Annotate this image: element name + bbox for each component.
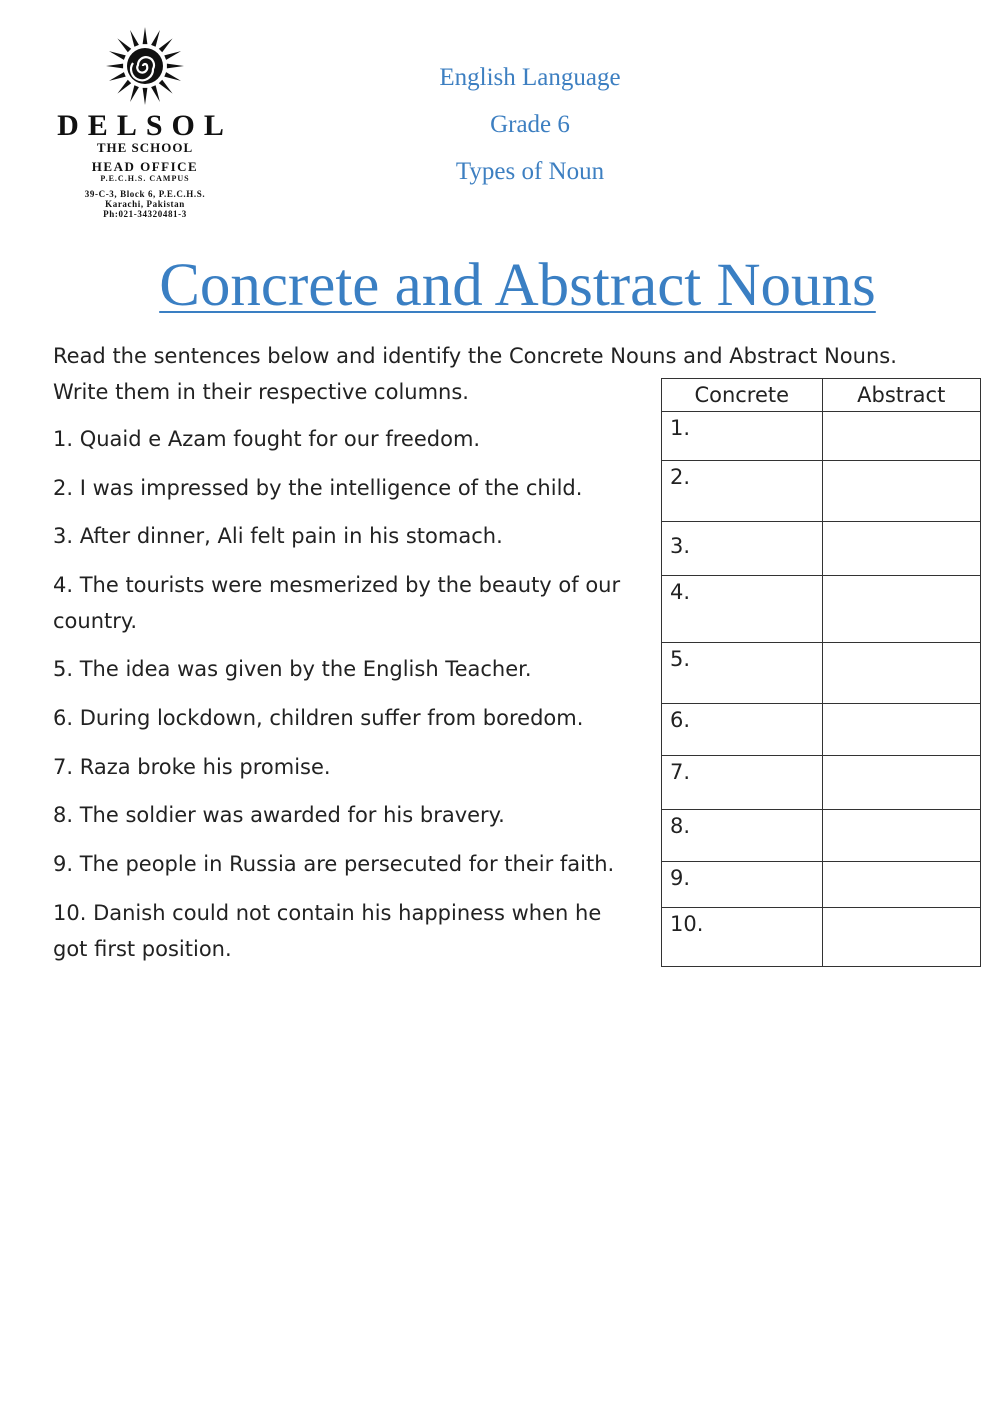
worksheet-header [380,58,680,199]
sentence-item: 6. During lockdown, children suffer from boredom. [53,706,584,730]
logo-line-campus: P.E.C.H.S. CAMPUS [100,174,190,183]
logo-line-address: 39-C-3, Block 6, P.E.C.H.S. [84,189,206,199]
sun-ray [159,38,173,52]
table-row [662,862,981,908]
answer-table [661,378,981,967]
abstract-answer-cell[interactable] [822,522,980,576]
abstract-answer-cell[interactable] [822,704,980,756]
sun-ray [109,72,126,81]
concrete-answer-cell[interactable]: 4. [662,576,823,643]
logo-school-name: DELSOL [57,109,233,142]
sun-ray [151,30,160,47]
abstract-answer-cell[interactable] [822,810,980,862]
sun-ray [130,30,139,47]
page-title-text: Concrete and Abstract Nouns [159,252,876,319]
abstract-answer-cell[interactable] [822,576,980,643]
sentence-item: 4. The tourists were mesmerized by the beauty of our country. [53,573,621,633]
table-row [662,522,981,576]
sentence-item: 2. I was impressed by the intelligence of the child. [53,476,583,500]
logo-line-the-school: THE SCHOOL [96,140,194,155]
sun-ray [106,64,123,69]
concrete-answer-cell[interactable]: 3. [662,522,823,576]
table-row [662,412,981,461]
concrete-answer-cell[interactable]: 1. [662,412,823,461]
table-row [662,810,981,862]
sentence-item: 5. The idea was given by the English Teacher. [53,657,532,681]
sun-ray [164,72,181,81]
sun-ray [109,51,126,60]
page-title [0,250,1000,322]
abstract-answer-cell[interactable] [822,461,980,522]
sentence-item: 8. The soldier was awarded for his bravery. [53,803,505,827]
sun-ray [117,38,131,52]
concrete-answer-cell[interactable]: 2. [662,461,823,522]
subject-label: English Language [439,64,621,91]
sun-ray [117,80,131,94]
table-row [662,756,981,810]
sun-spiral-icon [97,25,193,107]
concrete-answer-cell[interactable]: 10. [662,908,823,967]
sun-ray [167,64,184,69]
answer-table-header-row [662,379,981,412]
school-logo [55,25,235,219]
abstract-answer-cell[interactable] [822,412,980,461]
topic-label: Types of Noun [455,158,605,185]
table-row [662,704,981,756]
abstract-answer-cell[interactable] [822,908,980,967]
sun-ray [143,27,148,44]
sun-ray [159,80,173,94]
sentence-item: 10. Danish could not contain his happiness when he got first position. [53,901,602,961]
sentence-item: 1. Quaid e Azam fought for our freedom. [53,427,481,451]
concrete-column-header: Concrete [662,379,823,412]
abstract-answer-cell[interactable] [822,862,980,908]
sentence-item: 9. The people in Russia are persecuted for their faith. [53,852,615,876]
logo-line-city: Karachi, Pakistan [105,199,185,209]
grade-label: Grade 6 [490,111,570,138]
sun-ray [130,85,139,102]
sun-ray [143,88,148,105]
table-row [662,461,981,522]
table-row [662,576,981,643]
sun-ray [164,51,181,60]
concrete-answer-cell[interactable]: 7. [662,756,823,810]
instructions-line-2: Write them in their respective columns. [53,380,469,404]
logo-line-head-office: HEAD OFFICE [91,159,199,174]
concrete-answer-cell[interactable]: 9. [662,862,823,908]
concrete-answer-cell[interactable]: 6. [662,704,823,756]
table-row [662,908,981,967]
logo-line-phone: Ph:021-34320481-3 [103,209,187,219]
sentence-item: 7. Raza broke his promise. [53,755,331,779]
abstract-answer-cell[interactable] [822,756,980,810]
abstract-column-header: Abstract [822,379,980,412]
sentence-item: 3. After dinner, Ali felt pain in his stomach. [53,524,503,548]
instructions-line-1: Read the sentences below and identify the Concrete Nouns and Abstract Nouns. [53,344,897,368]
concrete-answer-cell[interactable]: 8. [662,810,823,862]
concrete-answer-cell[interactable]: 5. [662,643,823,704]
table-row [662,643,981,704]
abstract-answer-cell[interactable] [822,643,980,704]
sun-ray [151,85,160,102]
